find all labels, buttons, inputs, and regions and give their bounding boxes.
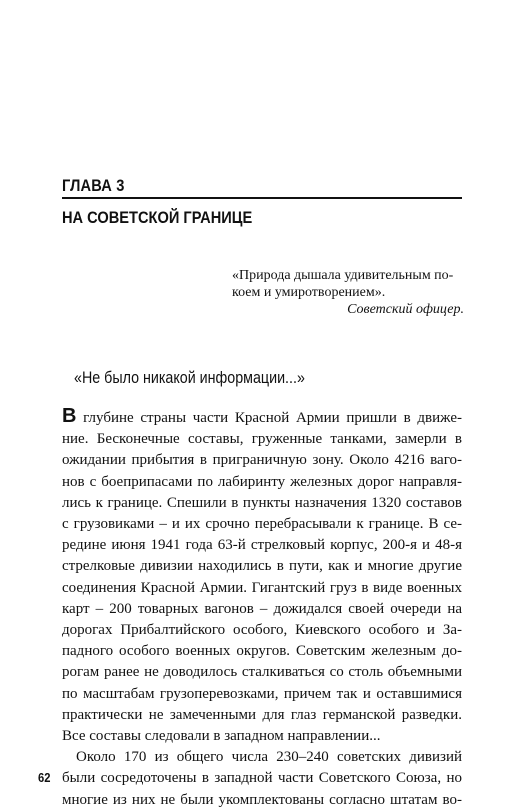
- page-number: 62: [38, 770, 51, 785]
- body-line: падного особого военных округов. Советским железным до-: [62, 643, 462, 660]
- body-line: [62, 406, 462, 429]
- epigraph-line: «Природа дышала удивительным по-: [232, 268, 454, 283]
- chapter-title: НА СОВЕТСКОЙ ГРАНИЦЕ: [62, 208, 253, 227]
- body-line: практически не замеченными для глаз германской разведки.: [62, 706, 462, 723]
- section-title: «Не было никакой информации...»: [74, 368, 305, 387]
- body-line: по масштабам грузоперевозками, причем так и оставшимися: [62, 685, 462, 702]
- body-line: стрелковые дивизии находились в пути, как и многие другие: [62, 558, 462, 575]
- epigraph: [232, 267, 464, 318]
- body-line: с грузовиками – и их срочно перебрасывали к границе. В се-: [62, 516, 462, 533]
- body-line: лись к границе. Спешили в пункты назначения 1320 составов: [62, 494, 462, 511]
- body-line: рогам ранее не доводилось сталкиваться со столь объемными: [62, 664, 462, 681]
- body-line: многие из них не были укомплектованы согласно штатам во-: [62, 791, 462, 808]
- body-line-text: глубине страны части Красной Армии пришли в движе-: [76, 410, 462, 426]
- body-line: ожидании прибытия в приграничную зону. Около 4216 ваго-: [62, 452, 462, 469]
- chapter-label: ГЛАВА 3: [62, 176, 125, 195]
- body-line: Около 170 из общего числа 230–240 советских дивизий: [76, 749, 462, 766]
- body-line: Все составы следовали в западном направлении...: [62, 728, 381, 745]
- body-line: были сосредоточены в западной части Советского Союза, но: [62, 770, 462, 787]
- body-line: дорогах Прибалтийского особого, Киевского особого и За-: [62, 622, 462, 639]
- drop-cap: В: [62, 405, 77, 427]
- body-text: [62, 406, 462, 811]
- body-line: ние. Бесконечные составы, груженные танками, замерли в: [62, 431, 462, 448]
- chapter-divider: [62, 197, 462, 199]
- body-line: карт – 200 товарных вагонов – дожидался своей очереди на: [62, 600, 462, 617]
- body-line: редине июня 1941 года 63-й стрелковый корпус, 200-я и 48-я: [62, 537, 462, 554]
- epigraph-author: Советский офицер.: [347, 302, 464, 317]
- epigraph-line: коем и умиротворением».: [232, 285, 386, 300]
- body-line: нов с боеприпасами по лабиринту железных дорог направля-: [62, 473, 462, 490]
- body-line: соединения Красной Армии. Гигантский груз в виде военных: [62, 579, 462, 596]
